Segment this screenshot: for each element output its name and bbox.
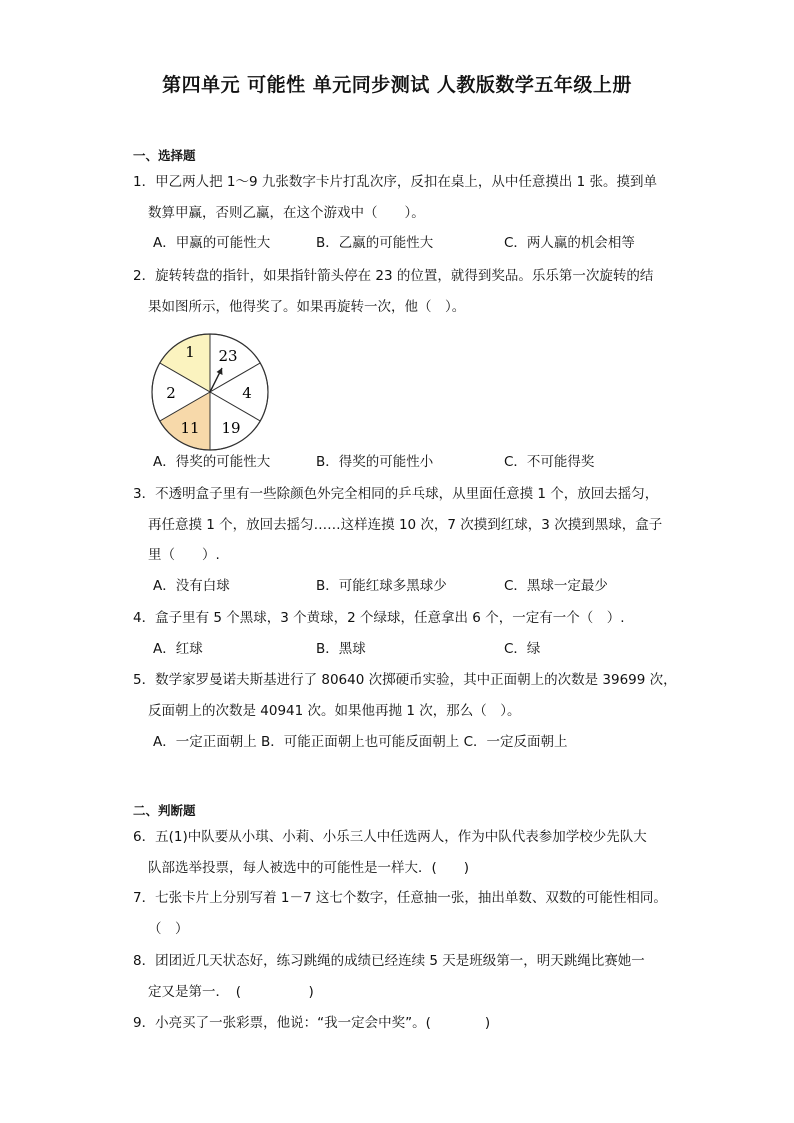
question-7-line-2: （ ） (148, 921, 189, 937)
question-3-option-c: C．黑球一定最少 (504, 578, 608, 594)
page-title: 第四单元 可能性 单元同步测试 人教版数学五年级上册 (162, 74, 632, 96)
question-3-option-a: A．没有白球 (153, 578, 230, 594)
question-3-line-2: 再任意摸 1 个，放回去摇匀……这样连摸 10 次，7 次摸到红球，3 次摸到黑球，盒子 (148, 517, 663, 533)
question-1-option-a: A．甲赢的可能性大 (153, 235, 271, 251)
question-3-option-b: B．可能红球多黑球少 (316, 578, 447, 594)
question-5-line-2: 反面朝上的次数是 40941 次。如果他再抛 1 次，那么（ ）。 (148, 703, 521, 719)
question-4-option-b: B．黑球 (316, 641, 366, 657)
question-5-options: A．一定正面朝上 B．可能正面朝上也可能反面朝上 C．一定反面朝上 (153, 734, 568, 750)
question-1-line-1: 1．甲乙两人把 1～9 九张数字卡片打乱次序，反扣在桌上，从中任意摸出 1 张。摸到单 (133, 174, 658, 190)
question-9-line-1: 9．小亮买了一张彩票，他说：“我一定会中奖”。( ) (133, 1015, 491, 1031)
spinner-label-2: 2 (166, 384, 176, 402)
spinner-label-1: 1 (185, 343, 195, 361)
question-1-option-b: B．乙赢的可能性大 (316, 235, 434, 251)
question-7-line-1: 7．七张卡片上分别写着 1－7 这七个数字，任意抽一张，抽出单数、双数的可能性相同。 (133, 890, 667, 906)
question-2-option-c: C．不可能得奖 (504, 454, 595, 470)
spinner-label-19: 19 (221, 419, 241, 437)
spinner-label-11: 11 (180, 419, 200, 437)
section-heading-judgement: 二、判断题 (133, 803, 196, 818)
question-1-line-2: 数算甲赢，否则乙赢，在这个游戏中（ ）。 (148, 205, 425, 221)
question-5-line-1: 5．数学家罗曼诺夫斯基进行了 80640 次掷硬币实验，其中正面朝上的次数是 39699 次， (133, 672, 677, 688)
question-3-line-1: 3．不透明盒子里有一些除颜色外完全相同的乒乓球，从里面任意摸 1 个，放回去摇匀， (133, 486, 659, 502)
question-3-line-3: 里（ ）. (148, 547, 220, 563)
section-heading-choice: 一、选择题 (133, 148, 196, 163)
spinner-label-4: 4 (242, 384, 252, 402)
question-8-line-1: 8．团团近几天状态好，练习跳绳的成绩已经连续 5 天是班级第一，明天跳绳比赛她一 (133, 953, 645, 969)
question-4-option-a: A．红球 (153, 641, 203, 657)
question-8-line-2: 定又是第一． ( ) (148, 984, 314, 1000)
question-4-option-c: C．绿 (504, 641, 541, 657)
spinner-label-23: 23 (218, 347, 238, 365)
question-6-line-2: 队部选举投票，每人被选中的可能性是一样大．( ) (148, 860, 470, 876)
question-6-line-1: 6．五(1)中队要从小琪、小莉、小乐三人中任选两人，作为中队代表参加学校少先队大 (133, 829, 647, 845)
question-1-option-c: C．两人赢的机会相等 (504, 235, 635, 251)
question-2-line-1: 2．旋转转盘的指针，如果指针箭头停在 23 的位置，就得到奖品。乐乐第一次旋转的结 (133, 268, 654, 284)
question-4-line-1: 4．盒子里有 5 个黑球，3 个黄球，2 个绿球，任意拿出 6 个，一定有一个（ ）. (133, 610, 625, 626)
question-2-option-a: A．得奖的可能性大 (153, 454, 271, 470)
question-2-line-2: 果如图所示，他得奖了。如果再旋转一次，他（ ）。 (148, 299, 466, 315)
question-2-option-b: B．得奖的可能性小 (316, 454, 434, 470)
spinner-wheel (148, 330, 272, 454)
